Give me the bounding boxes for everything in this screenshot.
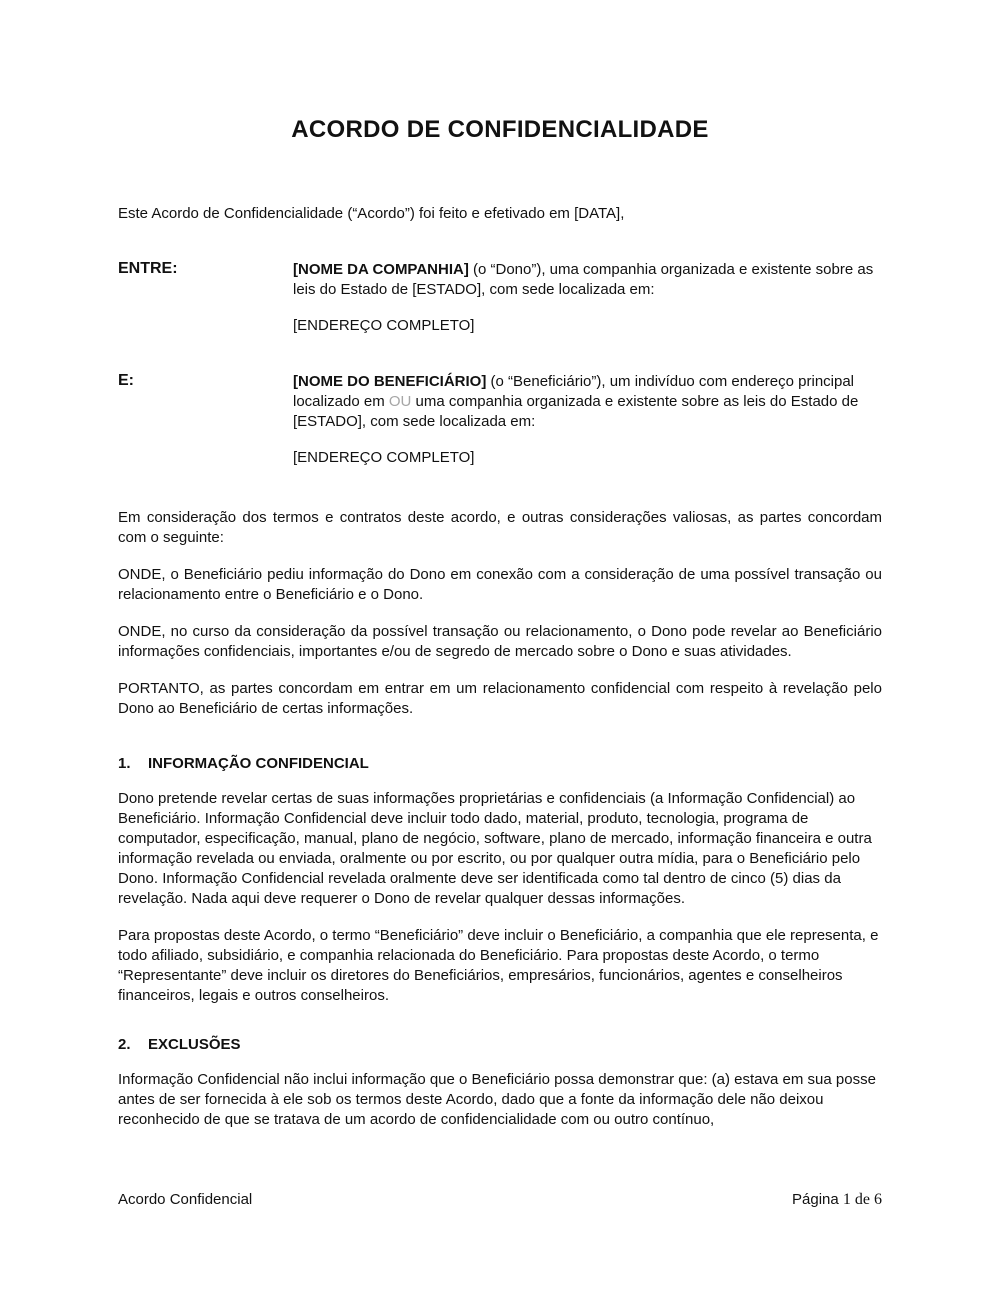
footer-page-number: 1 de 6: [842, 1191, 882, 1208]
party-body-entre: [293, 260, 882, 336]
party-description-text: (o “Dono”), uma companhia organizada e existente sobre as leis do Estado de [ESTADO], com sede localizada em:: [293, 261, 874, 298]
section-heading-text: INFORMAÇÃO CONFIDENCIAL: [148, 755, 369, 772]
party-name-placeholder: [NOME DO BENEFICIÁRIO]: [293, 373, 487, 390]
party-block-e: [118, 372, 882, 468]
page-footer: [118, 1190, 882, 1210]
party-description: [293, 372, 882, 432]
page-title: ACORDO DE CONFIDENCIALIDADE: [291, 116, 709, 143]
party-block-entre: [118, 260, 882, 336]
section-number: 2.: [118, 1036, 131, 1053]
footer-page-indicator: [792, 1190, 882, 1210]
recital-paragraph: ONDE, o Beneficiário pediu informação do Dono em conexão com a consideração de uma possível transação ou relacionamento entre o Beneficiário e o Dono.: [118, 566, 882, 603]
party-address-placeholder: [ENDEREÇO COMPLETO]: [293, 449, 475, 466]
party-name-placeholder: [NOME DA COMPANHIA]: [293, 261, 469, 278]
recital-paragraph: PORTANTO, as partes concordam em entrar em um relacionamento confidencial com respeito à revelação pelo Dono ao Beneficiário de certas informações.: [118, 680, 882, 717]
party-body-e: [293, 372, 882, 468]
or-word: OU: [388, 393, 412, 410]
party-description-text-before: (o “Beneficiário”), um indivíduo com endereço principal localizado em: [293, 373, 855, 410]
section-number: 1.: [118, 755, 131, 772]
recital-paragraph: ONDE, no curso da consideração da possível transação ou relacionamento, o Dono pode revelar ao Beneficiário informações confidenciais, importantes e/ou de segredo de mercado sobre o Dono e suas atividades.: [118, 623, 882, 660]
section-heading-2: [118, 1035, 882, 1055]
section-paragraph: Dono pretende revelar certas de suas informações proprietárias e confidenciais (a Informação Confidencial) ao Beneficiário. Informação Confidencial deve incluir todo dado, material, produto, tecnologia, programa de computador, especificação, manual, plano de negócio, software, plano de mercado, informação financeira e outra informação revelada ou enviada, oralmente ou por escrito, ou por qualquer outra mídia, para o Beneficiário pelo Dono. Informação Confidencial revelada oralmente deve ser identificada como tal dentro de cinco (5) dias da revelação. Nada aqui deve requerer o Dono de revelar qualquer dessas informações.: [118, 790, 872, 907]
section-heading-1: [118, 754, 882, 774]
party-label-entre: ENTRE:: [118, 260, 178, 277]
recital-paragraph: Em consideração dos termos e contratos deste acordo, e outras considerações valiosas, as partes concordam com o seguinte:: [118, 509, 882, 546]
footer-page-label: Página: [792, 1191, 839, 1208]
party-label-e: E:: [118, 372, 134, 389]
party-description: [293, 260, 882, 300]
section-paragraph: Para propostas deste Acordo, o termo “Beneficiário” deve incluir o Beneficiário, a companhia que ele representa, e todo afiliado, subsidiário, e companhia relacionada do Beneficiário. Para propostas deste Acordo, o termo “Representante” deve incluir os diretores do Beneficiários, empresários, funcionários, agentes e conselheiros financeiros, legais e outros conselheiros.: [118, 927, 879, 1004]
party-description-text-after: uma companhia organizada e existente sobre as leis do Estado de [ESTADO], com sede localizada em:: [293, 393, 859, 430]
section-paragraph: Informação Confidencial não inclui informação que o Beneficiário possa demonstrar que: (a) estava em sua posse antes de ser fornecida à ele sob os termos deste Acordo, dado que a fonte da informação dele não deixou reconhecido de que se tratava de um acordo de confidencialidade com ou outro contínuo,: [118, 1071, 876, 1128]
intro-paragraph: Este Acordo de Confidencialidade (“Acordo”) foi feito e efetivado em [DATA],: [118, 205, 625, 222]
footer-document-name: Acordo Confidencial: [118, 1191, 253, 1208]
document-content: [118, 0, 882, 1130]
section-heading-text: EXCLUSÕES: [148, 1036, 241, 1053]
party-address-placeholder: [ENDEREÇO COMPLETO]: [293, 317, 475, 334]
